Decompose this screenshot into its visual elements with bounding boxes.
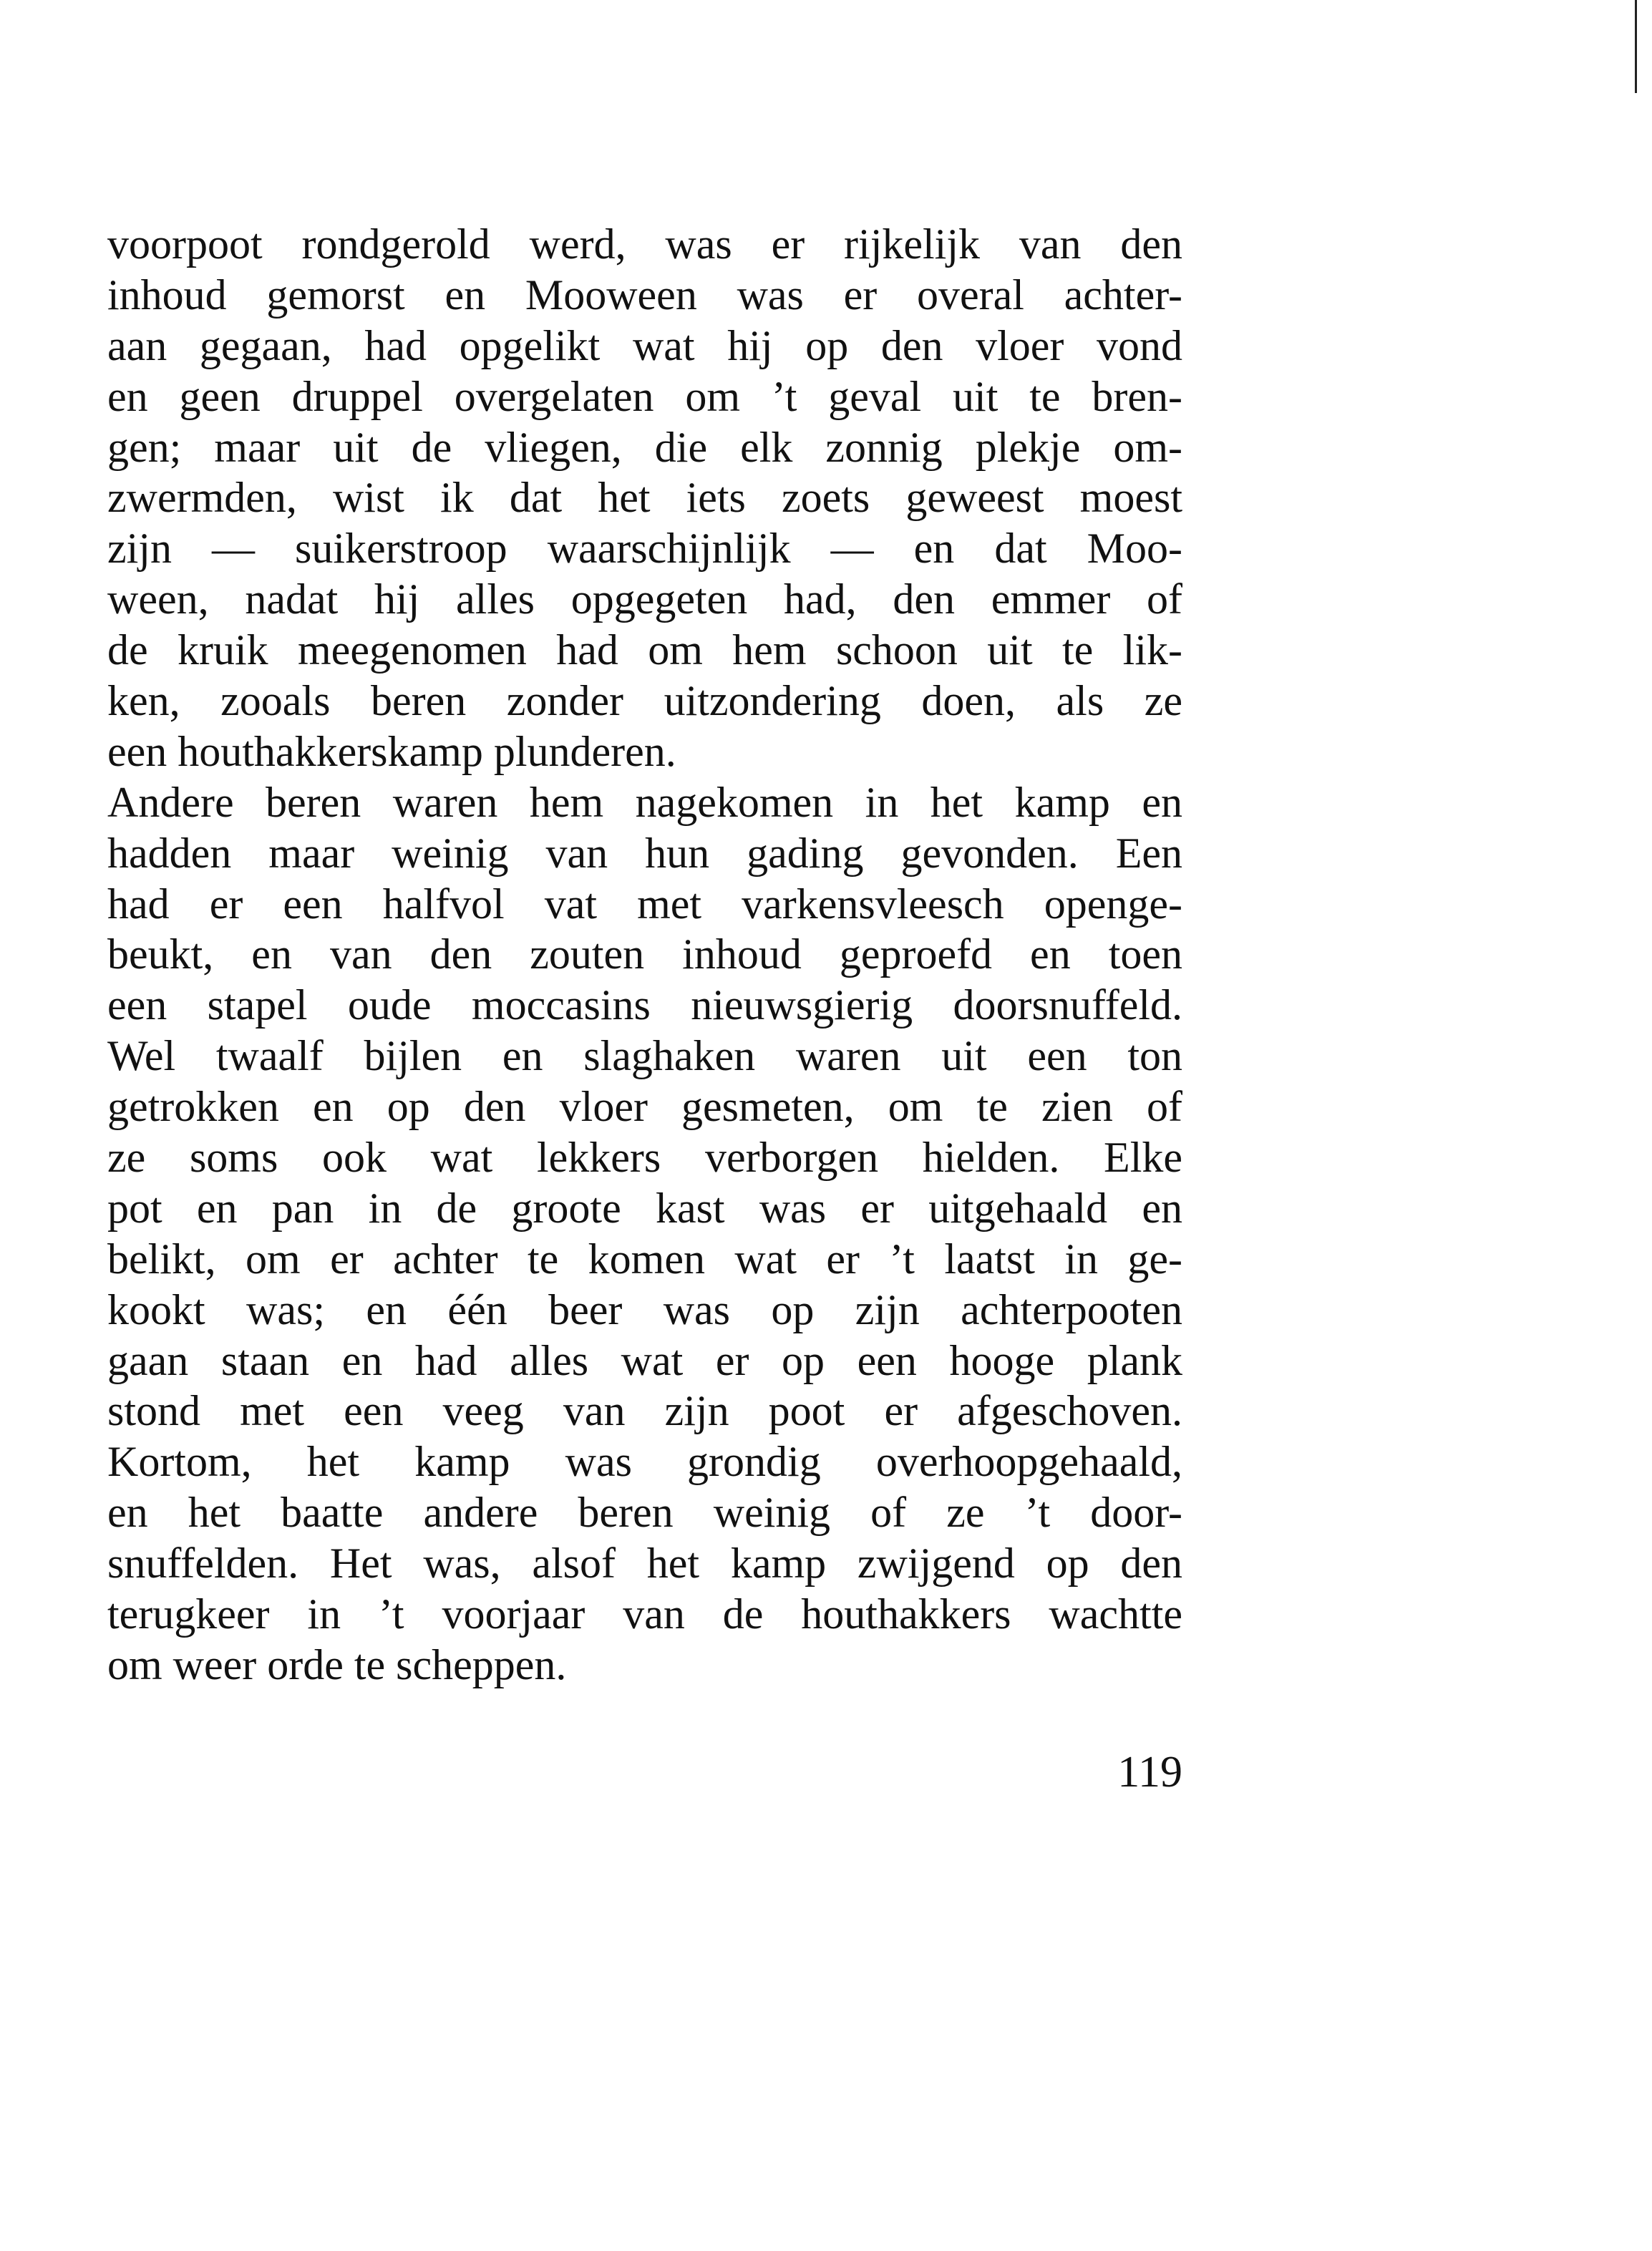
text-line: kookt was; en één beer was op zijn achterpooten [107,1285,1182,1333]
text-line: gaan staan en had alles wat er op een hooge plank [107,1336,1182,1384]
text-line: stond met een veeg van zijn poot er afgeschoven. [107,1387,1182,1435]
paragraph-1 [107,219,1182,777]
text-line: ze soms ook wat lekkers verborgen hielden. Elke [107,1134,1182,1182]
text-line: pot en pan in de groote kast was er uitgehaald en [107,1184,1182,1232]
scan-edge-mark [1635,0,1637,93]
page-number: 119 [1117,1748,1182,1797]
text-line: terugkeer in ’t voorjaar van de houthakkers wachtte [107,1590,1182,1638]
text-line: om weer orde te scheppen. [107,1640,567,1688]
text-line: beukt, en van den zouten inhoud geproefd en toen [107,930,1182,978]
body-text [107,219,1182,1691]
text-line: hadden maar weinig van hun gading gevonden. Een [107,829,1182,877]
text-line: een stapel oude moccasins nieuwsgierig doorsnuffeld. [107,981,1182,1029]
text-line: gen; maar uit de vliegen, die elk zonnig plekje om- [107,423,1182,471]
text-line: voorpoot rondgerold werd, was er rijkelijk van den [107,220,1182,268]
text-line: Andere beren waren hem nagekomen in het kamp en [107,778,1182,826]
text-line: ken, zooals beren zonder uitzondering doen, als ze [107,677,1182,725]
text-line: snuffelden. Het was, alsof het kamp zwijgend op den [107,1540,1182,1588]
text-line: inhoud gemorst en Mooween was er overal achter- [107,271,1182,319]
text-line: en het baatte andere beren weinig of ze ’t door- [107,1489,1182,1537]
text-line: belikt, om er achter te komen wat er ’t laatst in ge- [107,1235,1182,1283]
text-line: zijn — suikerstroop waarschijnlijk — en dat Moo- [107,525,1182,573]
text-line: Wel twaalf bijlen en slaghaken waren uit een ton [107,1032,1182,1080]
text-line: de kruik meegenomen had om hem schoon uit te lik- [107,626,1182,674]
text-line: en geen druppel overgelaten om ’t geval uit te bren- [107,372,1182,420]
text-line: getrokken en op den vloer gesmeten, om te zien of [107,1083,1182,1131]
text-line: aan gegaan, had opgelikt wat hij op den vloer vond [107,321,1182,369]
text-line: zwermden, wist ik dat het iets zoets geweest moest [107,474,1182,522]
paragraph-2 [107,777,1182,1691]
text-line: had er een halfvol vat met varkensvleesch openge- [107,880,1182,928]
text-line: ween, nadat hij alles opgegeten had, den emmer of [107,575,1182,623]
text-line: een houthakkerskamp plunderen. [107,727,676,775]
text-line: Kortom, het kamp was grondig overhoopgehaald, [107,1438,1182,1486]
